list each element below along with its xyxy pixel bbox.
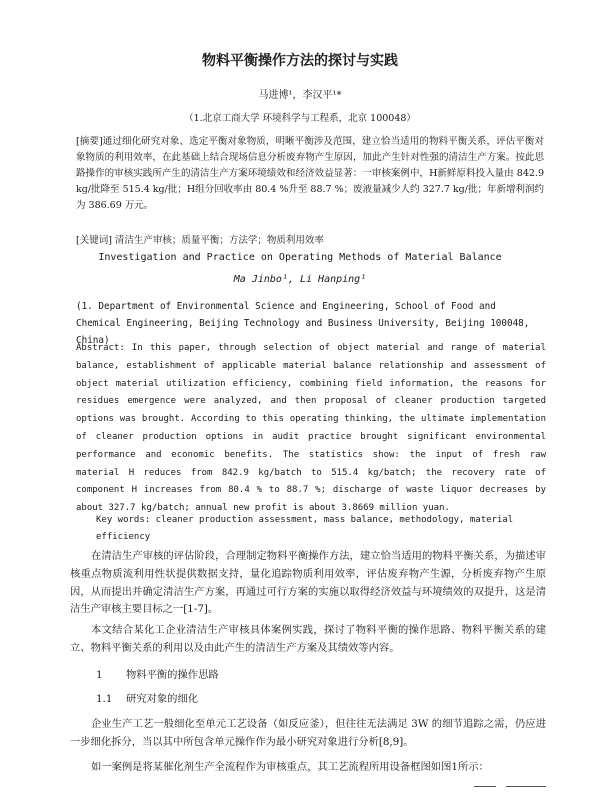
chinese-abstract: [摘要]通过细化研究对象、选定平衡对象物质，明晰平衡涉及范围，建立恰当适用的物料平衡关系，评估平衡对象物质的利用效率，在此基础上结合现场信息分析废弃物产生原因，加此产生针对性强的清洁生产方案。按此思路操作的审核实践所产生的清洁生产方案环境绩效和经济效益显著：一审核案例中，H新鲜原料投入量由 842.9 kg/批降至 515.4 kg/批；H组分回收率由 80.4 %升至 88.7 %；废液量减少人约 327.7 kg/批；年新增利润约为 386.69 万元。 [76,136,544,211]
section-title: 研究对象的细化 [126,693,199,705]
page-corner-marks [474,786,554,788]
english-title: Investigation and Practice on Operating Methods of Material Balance [98,252,502,263]
corner-mark [474,786,496,787]
section-title: 物料平衡的操作思路 [126,669,219,681]
corner-mark [506,786,546,787]
section-number: 1.1 [96,693,113,705]
english-abstract: Abstract: In this paper, through selection of object material and range of material balance, establishment of applicable material balance relationship and assessment of object material utilization efficiency, combining field information, the reasons for residues emergence were analyzed, and then proposal of cleaner production targeted options was brought. According to this operating thinking, the ultimate implementation of cleaner production options in audit practice brought significant environmental performance and economic benefits. The statistics show: the input of fresh raw material H reduces from 842.9 kg/batch to 515.4 kg/batch; the recovery rate of component H increases from 80.4 % to 88.7 %; discharge of waste liquor decreases by about 327.7 kg/batch; annual new profit is about 3.8669 million yuan. [76,343,546,514]
section-heading-1-1 [96,690,198,705]
section-number: 1 [96,669,103,681]
body-paragraph-2: 本文结合某化工企业清洁生产审核具体案例实践，探讨了物料平衡的操作思路、物料平衡关系的建立、物料平衡关系的利用以及由此产生的清洁生产方案及其绩效等内容。 [70,624,546,654]
english-authors: Ma Jinbo¹, Li Hanping¹ [233,274,367,285]
english-affiliation: (1. Department of Environmental Science and Engineering, School of Food and Chemical Engineering, Beijing Technology and Business University, Beijing 100048, China) [76,301,530,346]
section-heading-1 [96,666,219,681]
body-paragraph-3: 企业生产工艺一般细化至单元工艺设备（如反应釜），但往往无法满足 3W 的细节追踪之需，仍应进一步细化拆分，当以其中所包含单元操作作为最小研究对象进行分析[8,9]。 [70,718,546,748]
paper-title: 物料平衡操作方法的探讨与实践 [202,53,398,69]
affiliation: （1.北京工商大学 环境科学与工程系，北京 100048） [184,113,416,124]
author-line: 马进博¹，李汉平¹* [258,90,342,101]
body-paragraph-1: 在清洁生产审核的评估阶段，合理制定物料平衡操作方法，建立恰当适用的物料平衡关系，为描述审核重点物质流利用性状提供数据支持，量化追踪物质利用效率，评估废弃物产生源，分析废弃物产生原因，从而提出并确定清洁生产方案，再通过可行方案的实施以取得经济效益与环境绩效的双提升，这是清洁生产审核主要目标之一[1-7]。 [70,550,546,616]
body-paragraph-4: 如一案例是将某催化剂生产全流程作为审核重点，其工艺流程所用设备框图如图1所示： [91,761,489,773]
chinese-keywords: [关键词] 清洁生产审核；质量平衡；方法学；物质利用效率 [76,235,324,246]
english-keywords: Key words: cleaner production assessment, mass balance, methodology, material efficiency [96,515,514,542]
